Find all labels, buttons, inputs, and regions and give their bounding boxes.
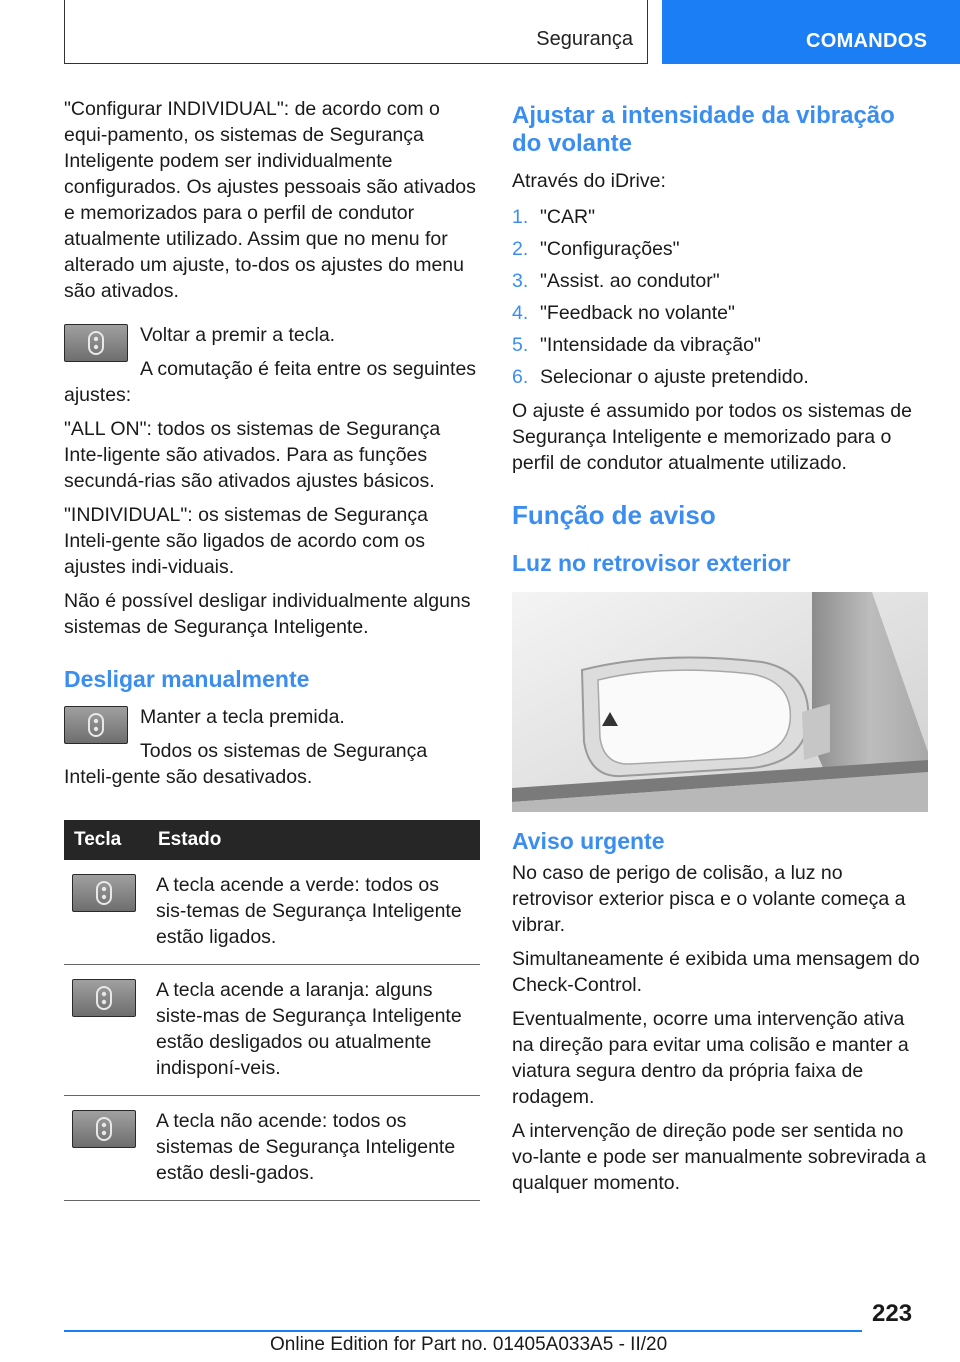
right-column xyxy=(512,102,928,1204)
footer-divider xyxy=(64,1330,862,1332)
safety-button-icon xyxy=(64,324,128,362)
table-header-state: Estado xyxy=(148,820,480,860)
list-item: 4. "Feedback no volante" xyxy=(512,302,735,324)
assumed-paragraph: O ajuste é assumido por todos os sistemas de Segurança Inteligente e memorizado para o perfil de condutor atualmente utilizado. xyxy=(512,400,912,474)
via-idrive-text: Através do iDrive: xyxy=(512,170,666,192)
table-cell-state: A tecla acende a verde: todos os sis-temas de Segurança Inteligente estão ligados. xyxy=(148,860,480,965)
table-cell-state: A tecla não acende: todos os sistemas de Segurança Inteligente estão desli-gados. xyxy=(148,1096,480,1201)
safety-button-icon xyxy=(72,874,136,912)
warning-function-heading: Função de aviso xyxy=(512,500,716,530)
header-section-title: Segurança xyxy=(536,28,633,50)
safety-button-icon xyxy=(72,979,136,1017)
individual-paragraph: "INDIVIDUAL": os sistemas de Segurança Inteli-gente são ligados de acordo com os ajustes indi-viduais. xyxy=(64,504,428,578)
toggle-settings-text: A comutação é feita entre os seguintes ajustes: xyxy=(64,358,477,406)
list-item: 6. Selecionar o ajuste pretendido. xyxy=(512,366,809,388)
mirror-light-heading: Luz no retrovisor exterior xyxy=(512,550,791,576)
urgent-paragraph-3: Eventualmente, ocorre uma intervenção ativa na direção para evitar uma colisão e manter a viatura segura dentro da própria faixa de rodagem. xyxy=(512,1008,909,1108)
urgent-paragraph-1: No caso de perigo de colisão, a luz no retrovisor exterior pisca e o volante começa a vibrar. xyxy=(512,862,906,936)
table-row xyxy=(64,1096,480,1201)
table-cell-state: A tecla acende a laranja: alguns siste-mas de Segurança Inteligente estão desligados ou atualmente indisponí-veis. xyxy=(148,965,480,1096)
key-hold-row xyxy=(64,704,480,798)
page-number: 223 xyxy=(872,1300,913,1327)
header-chapter-tab[interactable] xyxy=(662,0,960,64)
steps-list xyxy=(512,204,928,390)
list-item: 2. "Configurações" xyxy=(512,238,680,260)
footer-edition: Online Edition for Part no. 01405A033A5 - II/20 xyxy=(270,1334,668,1355)
table-header-key: Tecla xyxy=(64,820,148,860)
list-item: 3. "Assist. ao condutor" xyxy=(512,270,720,292)
side-mirror-warning-image xyxy=(512,592,928,812)
table-row xyxy=(64,860,480,965)
left-column xyxy=(64,96,480,1201)
header-section-box xyxy=(64,0,648,64)
manual-off-heading: Desligar manualmente xyxy=(64,666,310,692)
list-item: 1. "CAR" xyxy=(512,206,596,228)
key-hold-text: Manter a tecla premida. xyxy=(140,706,345,728)
safety-button-icon xyxy=(64,706,128,744)
table-row xyxy=(64,965,480,1096)
table-header-row xyxy=(64,820,480,860)
urgent-paragraph-4: A intervenção de direção pode ser sentida no vo-lante e pode ser manualmente sobrevirada a qualquer momento. xyxy=(512,1120,927,1194)
safety-button-icon xyxy=(72,1110,136,1148)
key-state-table xyxy=(64,820,480,1201)
not-possible-paragraph: Não é possível desligar individualmente alguns sistemas de Segurança Inteligente. xyxy=(64,590,471,638)
all-on-paragraph: "ALL ON": todos os sistemas de Segurança Inte-ligente são ativados. Para as funções secundá-rias são ativados ajustes básicos. xyxy=(64,418,441,492)
list-item: 5. "Intensidade da vibração" xyxy=(512,334,761,356)
vibration-heading: Ajustar a intensidade da vibração do volante xyxy=(512,102,895,157)
key-press-again-row xyxy=(64,322,480,416)
urgent-warning-heading: Aviso urgente xyxy=(512,828,665,854)
all-deactivated-text: Todos os sistemas de Segurança Inteli-gente são desativados. xyxy=(64,740,428,788)
key-press-again-text: Voltar a premir a tecla. xyxy=(140,324,336,346)
urgent-paragraph-2: Simultaneamente é exibida uma mensagem do Check-Control. xyxy=(512,948,920,996)
intro-paragraph: "Configurar INDIVIDUAL": de acordo com o equi-pamento, os sistemas de Segurança Inteligente podem ser individualmente configurados. Os ajustes pessoais são ativados e memorizados para o perfil de condutor atualmente utilizado. Assim que no menu for alterado um ajuste, to-dos os ajustes do menu são ativados. xyxy=(64,98,476,302)
header-chapter-title: COMANDOS xyxy=(806,30,928,52)
